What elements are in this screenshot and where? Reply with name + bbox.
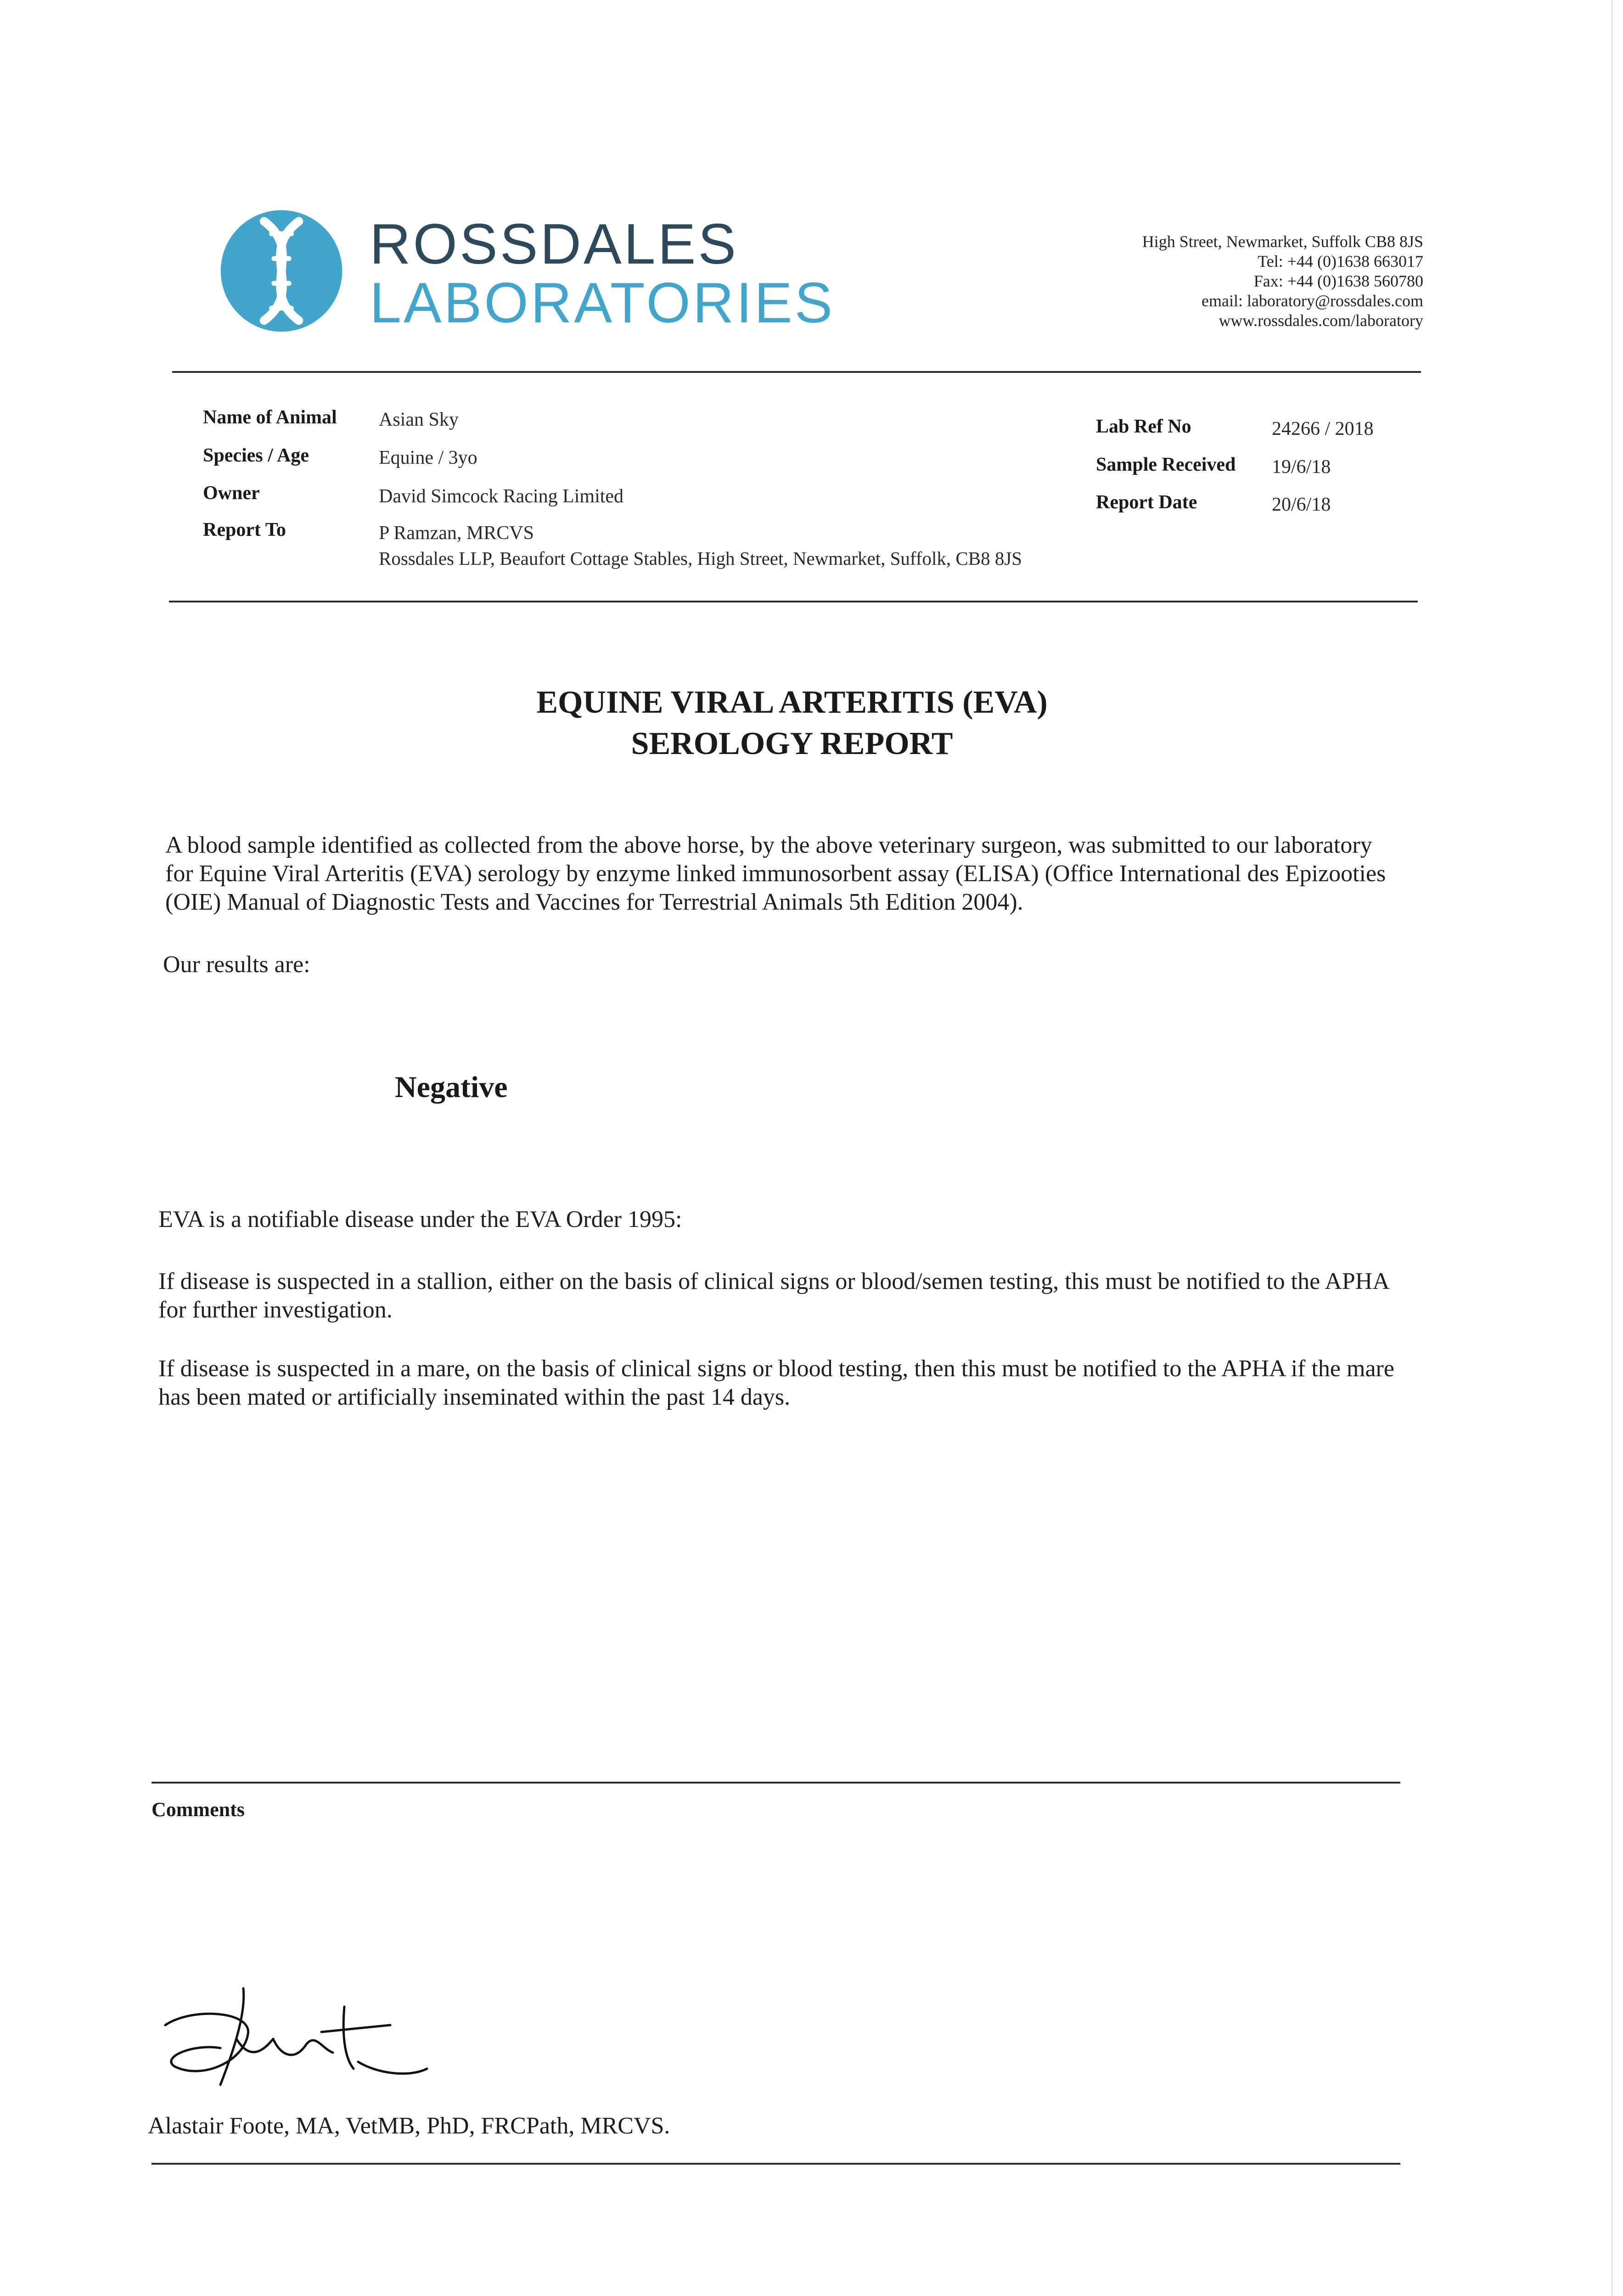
report-date-value: 20/6/18 — [1272, 494, 1331, 515]
page-edge — [1612, 0, 1613, 2296]
contact-block — [987, 232, 1423, 331]
comments-label: Comments — [152, 1798, 245, 1821]
report-date-label: Report Date — [1096, 492, 1197, 513]
sample-received-label: Sample Received — [1096, 454, 1236, 475]
sample-received-value: 19/6/18 — [1272, 456, 1331, 478]
stallion-note: If disease is suspected in a stallion, either on the basis of clinical signs or blood/semen testing, this must be notified to the APHA for further investigation. — [158, 1268, 1389, 1323]
signatory-name: Alastair Foote, MA, VetMB, PhD, FRCPath, MRCVS. — [148, 2113, 670, 2139]
notifiable-note: EVA is a notifiable disease under the EVA Order 1995: — [158, 1206, 682, 1232]
intro-paragraph — [165, 831, 1396, 917]
report-title: EQUINE VIRAL ARTERITIS (EVA) — [536, 685, 1048, 720]
header-divider — [172, 371, 1421, 373]
intro-text: A blood sample identified as collected from the above horse, by the above veterinary surgeon, was submitted to our laboratory for Equine Viral Arteritis (EVA) serology by enzyme linked immunosorbent assay (ELISA) (Office International des Epizooties (OIE) Manual of Diagnostic Tests and Vaccines for Terrestrial Animals 5th Edition 2004). — [165, 832, 1386, 915]
species-value: Equine / 3yo — [379, 447, 477, 468]
brand-name-line2: LABORATORIES — [370, 271, 835, 335]
name-value: Asian Sky — [379, 409, 459, 430]
species-label: Species / Age — [203, 445, 309, 466]
name-label: Name of Animal — [203, 407, 337, 428]
report-to-label: Report To — [203, 519, 286, 540]
report-to-name: P Ramzan, MRCVS — [379, 523, 534, 544]
lab-ref-value: 24266 / 2018 — [1272, 418, 1374, 439]
owner-value: David Simcock Racing Limited — [379, 486, 624, 507]
brand-name-line1: ROSSDALES — [370, 213, 739, 276]
details-divider — [169, 601, 1418, 602]
comments-divider — [152, 1782, 1400, 1784]
email: email: laboratory@rossdales.com — [1201, 292, 1423, 310]
address: High Street, Newmarket, Suffolk CB8 8JS — [1142, 232, 1423, 251]
owner-label: Owner — [203, 483, 260, 504]
telephone: Tel: +44 (0)1638 663017 — [1258, 252, 1423, 270]
lab-ref-label: Lab Ref No — [1096, 416, 1191, 437]
report-subtitle: SEROLOGY REPORT — [631, 726, 953, 761]
dna-helix-icon — [219, 209, 343, 333]
website: www.rossdales.com/laboratory — [1219, 311, 1423, 330]
report-to-address: Rossdales LLP, Beaufort Cottage Stables, High Street, Newmarket, Suffolk, CB8 8JS — [379, 548, 1022, 569]
test-result: Negative — [395, 1070, 508, 1104]
footer-divider — [152, 2163, 1400, 2165]
mare-note: If disease is suspected in a mare, on the basis of clinical signs or blood testing, then this must be notified to the APHA if the mare has been mated or artificially inseminated within the past 14 days. — [158, 1356, 1394, 1410]
results-intro: Our results are: — [163, 951, 310, 978]
fax: Fax: +44 (0)1638 560780 — [1253, 272, 1423, 290]
signature-icon — [152, 1970, 473, 2089]
